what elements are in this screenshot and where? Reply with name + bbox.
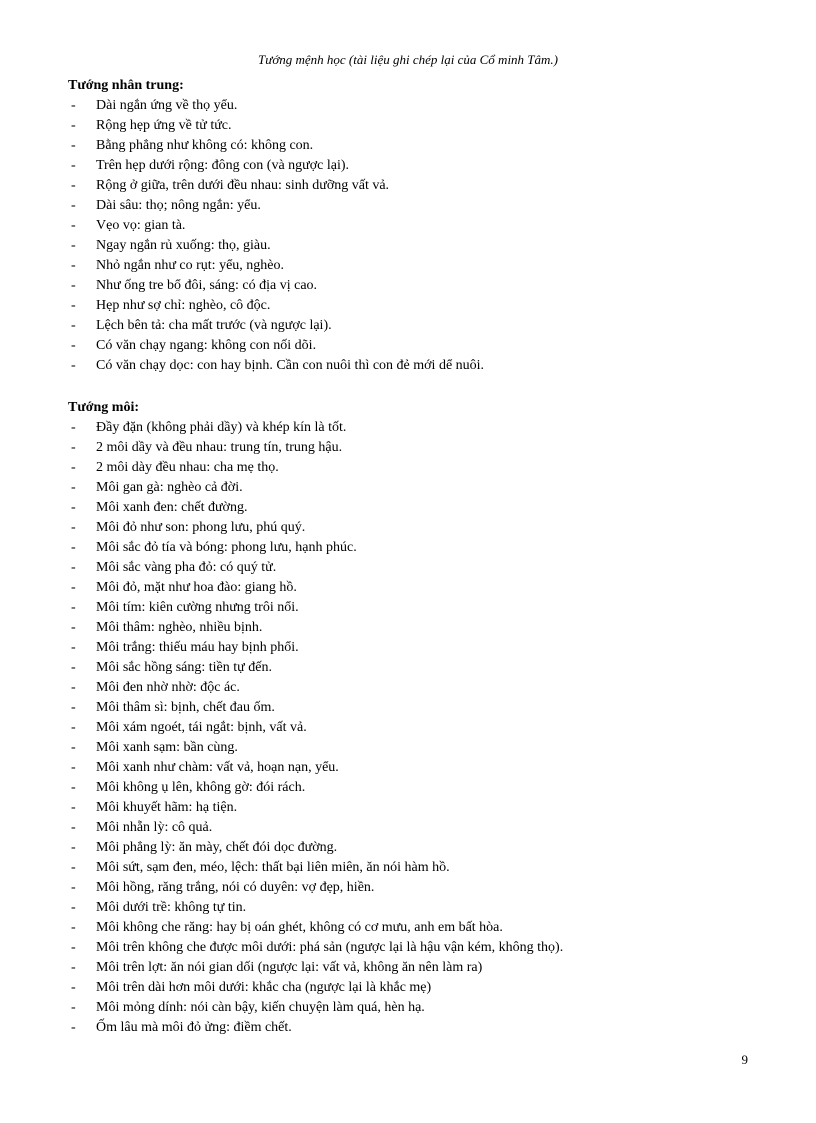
document-body: [68, 76, 768, 1038]
list-item: - Có văn chạy dọc: con hay bịnh. Cần con nuôi thì con đẻ mới dể nuôi.: [68, 356, 768, 376]
list-item: - 2 môi dày đều nhau: cha mẹ thọ.: [68, 458, 768, 478]
list-item: - Môi xanh đen: chết đường.: [68, 498, 768, 518]
list-item: - Nhỏ ngắn như co rụt: yểu, nghèo.: [68, 256, 768, 276]
list-item: - Môi đen nhờ nhờ: độc ác.: [68, 678, 768, 698]
list-item: - Vẹo vọ: gian tà.: [68, 216, 768, 236]
list-item: - Môi không ụ lên, không gờ: đói rách.: [68, 778, 768, 798]
list-item: - Môi hồng, răng trắng, nói có duyên: vợ đẹp, hiền.: [68, 878, 768, 898]
list-item: - Đầy đặn (không phải dầy) và khép kín là tốt.: [68, 418, 768, 438]
list-item: - Môi không che răng: hay bị oán ghét, không có cơ mưu, anh em bất hòa.: [68, 918, 768, 938]
list-item: - Môi dưới trề: không tự tin.: [68, 898, 768, 918]
section-title: Tướng môi:: [68, 400, 139, 415]
list-item: - Bằng phẳng như không có: không con.: [68, 136, 768, 156]
list-item: - Môi xanh sạm: bần cùng.: [68, 738, 768, 758]
list-item: - 2 môi dầy và đều nhau: trung tín, trung hậu.: [68, 438, 768, 458]
list-item: - Môi trên không che được môi dưới: phá sản (ngược lại là hậu vận kém, không thọ).: [68, 938, 768, 958]
list-item: - Rộng hẹp ứng về tử tức.: [68, 116, 768, 136]
list-item: - Môi trên dài hơn môi dưới: khắc cha (ngược lại là khắc mẹ): [68, 978, 768, 998]
list-item: - Rộng ở giữa, trên dưới đều nhau: sinh dưỡng vất vả.: [68, 176, 768, 196]
list-item: - Môi sắc đỏ tía và bóng: phong lưu, hạnh phúc.: [68, 538, 768, 558]
list-item: - Dài ngắn ứng về thọ yểu.: [68, 96, 768, 116]
list-item: - Môi gan gà: nghèo cả đời.: [68, 478, 768, 498]
list-item: - Như ống tre bổ đôi, sáng: có địa vị cao.: [68, 276, 768, 296]
bullet-list: [68, 418, 768, 1038]
list-item: - Lệch bên tả: cha mất trước (và ngược lại).: [68, 316, 768, 336]
list-item: - Dài sâu: thọ; nông ngắn: yểu.: [68, 196, 768, 216]
section-spacer: [68, 376, 768, 398]
section-nhan-trung: [68, 76, 768, 376]
list-item: - Môi sứt, sạm đen, méo, lệch: thất bại liên miên, ăn nói hàm hồ.: [68, 858, 768, 878]
list-item: - Hẹp như sợ chỉ: nghèo, cô độc.: [68, 296, 768, 316]
list-item: - Môi nhẵn lỳ: cô quả.: [68, 818, 768, 838]
list-item: - Môi xám ngoét, tái ngắt: bịnh, vất vả.: [68, 718, 768, 738]
list-item: - Môi thâm sì: bịnh, chết đau ốm.: [68, 698, 768, 718]
list-item: - Môi trên lợt: ăn nói gian dối (ngược lại: vất vả, không ăn nên làm ra): [68, 958, 768, 978]
section-moi: [68, 398, 768, 1038]
list-item: - Có văn chạy ngang: không con nối dõi.: [68, 336, 768, 356]
list-item: - Trên hẹp dưới rộng: đông con (và ngược lại).: [68, 156, 768, 176]
page-number: 9: [741, 1052, 748, 1067]
list-item: - Ngay ngắn rủ xuống: thọ, giàu.: [68, 236, 768, 256]
bullet-list: [68, 96, 768, 376]
list-item: - Môi thâm: nghèo, nhiều bịnh.: [68, 618, 768, 638]
list-item: - Môi mỏng dính: nói càn bậy, kiến chuyện làm quá, hèn hạ.: [68, 998, 768, 1018]
list-item: - Môi sắc vàng pha đỏ: có quý tử.: [68, 558, 768, 578]
list-item: - Môi khuyết hãm: hạ tiện.: [68, 798, 768, 818]
list-item: - Môi đỏ như son: phong lưu, phú quý.: [68, 518, 768, 538]
list-item: - Môi trắng: thiếu máu hay bịnh phổi.: [68, 638, 768, 658]
list-item: - Môi đỏ, mặt như hoa đào: giang hồ.: [68, 578, 768, 598]
list-item: - Môi sắc hồng sáng: tiền tự đến.: [68, 658, 768, 678]
list-item: - Môi xanh như chàm: vất vả, hoạn nạn, yểu.: [68, 758, 768, 778]
running-header: Tướng mệnh học (tài liệu ghi chép lại của Cổ minh Tâm.): [258, 52, 558, 67]
section-title: Tướng nhân trung:: [68, 78, 184, 93]
list-item: - Ốm lâu mà môi đỏ ửng: điềm chết.: [68, 1018, 768, 1038]
list-item: - Môi tím: kiên cường nhưng trôi nổi.: [68, 598, 768, 618]
list-item: - Môi phẳng lỳ: ăn mày, chết đói dọc đường.: [68, 838, 768, 858]
